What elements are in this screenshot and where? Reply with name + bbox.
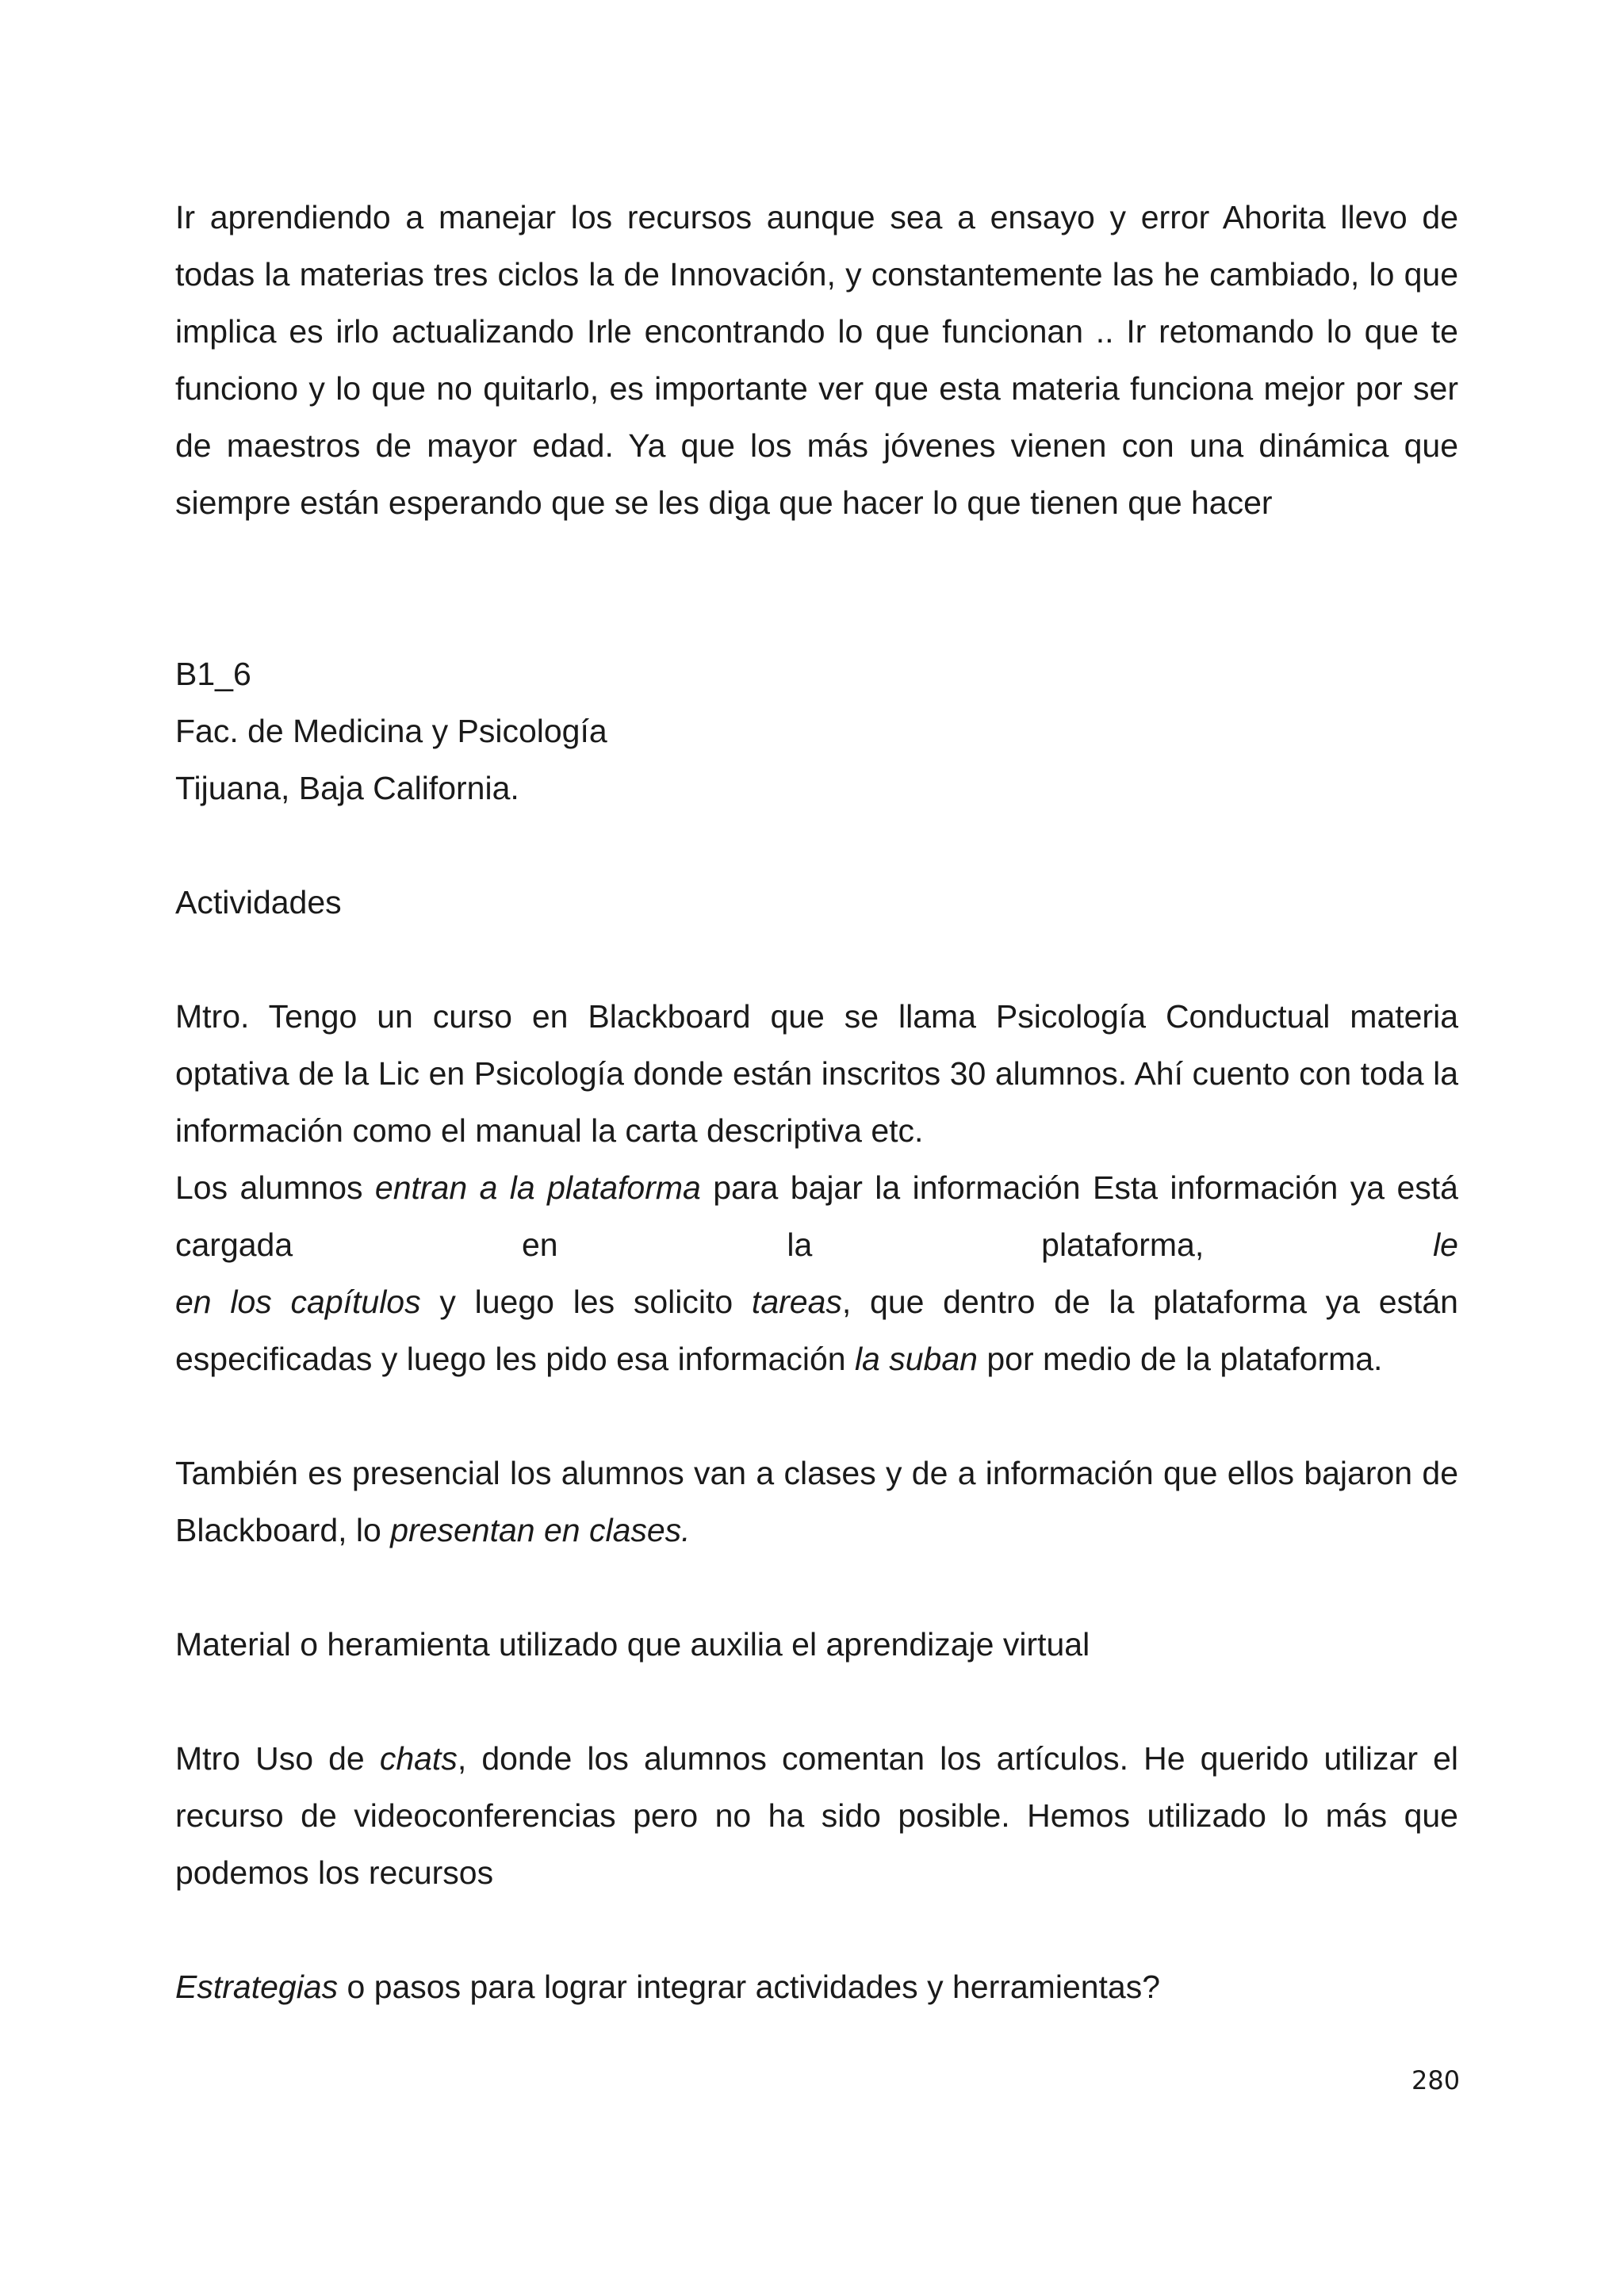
- heading-material: Material o heramienta utilizado que auxilia el aprendizaje virtual: [175, 1626, 1090, 1663]
- text-run: Mtro Uso de: [175, 1740, 380, 1777]
- italic-run: la suban: [854, 1341, 978, 1377]
- text-run: para bajar la información Esta información ya está cargada en la plataforma,: [175, 1169, 1458, 1263]
- spacer: [175, 931, 1458, 988]
- paragraph-tasks: [175, 1273, 1458, 1387]
- text-run: o pasos para lograr integrar actividades y herramientas?: [338, 1969, 1161, 2005]
- paragraph-intro: Ir aprendiendo a manejar los recursos aunque sea a ensayo y error Ahorita llevo de todas la materias tres ciclos la de Innovación, y constantemente las he cambiado, lo que implica es irlo actualizando Irle encontrando lo que funcionan .. Ir retomando lo que te funciono y lo que no quitarlo, es importante ver que esta materia funciona mejor por ser de maestros de mayor edad. Ya que los más jóvenes vienen con una dinámica que siempre están esperando que se les diga que hacer lo que tienen que hacer: [175, 199, 1458, 521]
- italic-run: le: [1433, 1226, 1458, 1263]
- spacer: [175, 817, 1458, 874]
- spacer: [175, 1673, 1458, 1730]
- paragraph-presential: [175, 1445, 1458, 1559]
- paragraph-strategies: [175, 1958, 1458, 2015]
- italic-run: en los capítulos: [175, 1284, 421, 1320]
- text-run: , donde los alumnos comentan los artículos. He querido utilizar el recurso de videoconferencias pero no ha sido posible. Hemos utilizado lo más que podemos los recursos: [175, 1740, 1458, 1891]
- text-run: por medio de la plataforma.: [977, 1341, 1383, 1377]
- paragraph-course: Mtro. Tengo un curso en Blackboard que se llama Psicología Conductual materia optativa de la Lic en Psicología donde están inscritos 30 alumnos. Ahí cuento con toda la información como el manual la carta descriptiva etc.: [175, 998, 1458, 1149]
- faculty-name: Fac. de Medicina y Psicología: [175, 713, 607, 749]
- heading-activities: Actividades: [175, 884, 342, 920]
- italic-run: tareas: [751, 1284, 842, 1320]
- spacer: [175, 1387, 1458, 1445]
- italic-run: presentan en clases.: [390, 1512, 691, 1548]
- document-body: [175, 189, 1458, 2015]
- spacer: [175, 1559, 1458, 1616]
- italic-run: Estrategias: [175, 1969, 339, 2005]
- spacer: [175, 531, 1458, 645]
- italic-run: entran a la plataforma: [374, 1169, 701, 1206]
- text-run: Los alumnos: [175, 1169, 375, 1206]
- page-number: 280: [1411, 2065, 1461, 2095]
- city-name: Tijuana, Baja California.: [175, 770, 519, 806]
- paragraph-platform: [175, 1159, 1458, 1273]
- interview-code: B1_6: [175, 656, 251, 692]
- text-run: , que dentro de la plataforma ya están especificadas y luego les pido esa información: [175, 1284, 1458, 1377]
- text-run: También es presencial los alumnos van a clases y de a información que ellos bajaron de Blackboard, lo: [175, 1455, 1458, 1548]
- paragraph-chats: [175, 1730, 1458, 1901]
- italic-run: chats: [379, 1740, 458, 1777]
- text-run: y luego les solicito: [420, 1284, 752, 1320]
- spacer: [175, 1901, 1458, 1958]
